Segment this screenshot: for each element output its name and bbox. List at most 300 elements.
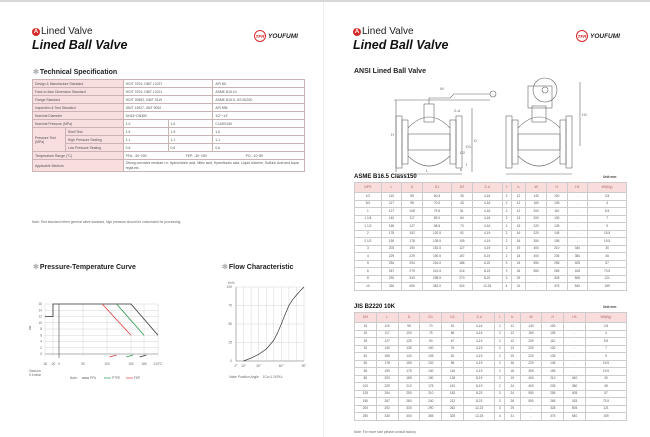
table-cell: 110 [546, 208, 567, 216]
table-cell: 26 [511, 268, 526, 276]
table-row [355, 413, 627, 421]
vacuum-label [29, 369, 41, 378]
table-cell: 140 [526, 193, 547, 201]
table-cell: 24 [504, 383, 520, 391]
table-cell: 220 [520, 360, 542, 368]
table-cell: 2 [495, 368, 505, 376]
subheading: ANSI Lined Ball Valve [354, 68, 426, 75]
table-cell: 254 [402, 260, 423, 268]
legend-note: Note: [70, 376, 78, 380]
table-cell: 216 [452, 268, 473, 276]
table-row [33, 88, 305, 96]
y-tick-label: 50 [228, 322, 232, 326]
table-cell: 4-16 [472, 200, 502, 208]
table-cell: 76 [442, 345, 464, 353]
table-row [355, 253, 627, 261]
table-cell: 95 [398, 323, 420, 331]
table-cell: 4-19 [463, 368, 495, 376]
table-cell: 380 [567, 253, 588, 261]
table-cell: 2 [495, 345, 505, 353]
left-page [0, 2, 324, 437]
spec-note: Note: Test standard refers general valve standard, high pressure should be customized for processing. [32, 220, 182, 224]
valve-drawing [390, 76, 590, 176]
dim-b: b [460, 167, 463, 172]
table-cell: 405 [567, 260, 588, 268]
table-cell: - [567, 200, 588, 208]
table-cell: 1 [355, 208, 382, 216]
table-cell: 145 [542, 360, 564, 368]
table-row [355, 353, 627, 361]
table-cell: 200 [355, 405, 377, 413]
jis-unit: Unit:mm [603, 305, 617, 309]
logo-text: YOUFUMI [590, 32, 620, 40]
table-cell: - [567, 223, 588, 231]
star-icon: ✻ [33, 69, 39, 76]
table-cell: 280 [398, 398, 420, 406]
table-cell: 25 [355, 338, 377, 346]
table-row [355, 193, 627, 201]
cell: 1.1 [213, 136, 305, 144]
row-label: Face-to-face Dimension Standard [33, 88, 124, 96]
table-cell: 13 [504, 345, 520, 353]
table-cell: 3 [495, 405, 505, 413]
table-cell: 4-19 [463, 345, 495, 353]
table-cell: 8-19 [463, 375, 495, 383]
vacuum-mark-fep [109, 355, 116, 357]
cell: Strong corrosive medium i.e. hydrochloric acid, Nitric acid, Hydrofluoric acid, Liquid chlorine, Sulfuric Acid and Aqua regia etc. [123, 160, 304, 172]
table-row [33, 80, 305, 88]
table-cell: 203 [381, 245, 402, 253]
column-header: Wt(Kg) [585, 313, 626, 323]
table-cell: 140 [381, 215, 402, 223]
x-tick-label: 100 [104, 362, 110, 366]
table-cell: 400 [398, 413, 420, 421]
table-cell: 212 [442, 398, 464, 406]
table-cell: 145 [546, 230, 567, 238]
table-cell: 18 [504, 368, 520, 376]
table-cell: 10 [355, 283, 382, 291]
table-cell: 4-19 [472, 245, 502, 253]
column-header: DN [355, 313, 377, 323]
table-cell: 120.5 [422, 230, 451, 238]
dim-d: D [474, 138, 477, 143]
table-cell: 279 [402, 268, 423, 276]
y-tick-label: 14 [38, 308, 42, 313]
flow-heading [222, 263, 293, 271]
column-header: NPS [355, 183, 382, 193]
table-row [355, 360, 627, 368]
table-cell: 255 [542, 390, 564, 398]
table-cell: 157 [452, 253, 473, 261]
table-cell: 70.0 [422, 200, 451, 208]
cell: HG/T 3704, GB/T 12221 [123, 88, 213, 96]
category-label: Lined Valve [41, 26, 93, 37]
pressure-temperature-chart [25, 297, 175, 387]
brand-logo [254, 30, 298, 42]
table-cell: 100 [546, 193, 567, 201]
table-cell: 375 [546, 283, 567, 291]
table-cell: 4 [585, 330, 626, 338]
table-cell: 127 [376, 338, 398, 346]
page-title: Lined Ball Valve [32, 38, 128, 52]
table-cell: 540 [564, 413, 586, 421]
table-cell: 125 [355, 390, 377, 398]
cell: 1.1 [123, 136, 168, 144]
table-cell: 98 [402, 200, 423, 208]
table-cell: 100 [398, 330, 420, 338]
table-cell: 51 [442, 323, 464, 331]
y-tick-label: 0 [40, 352, 42, 356]
table-cell: 105 [452, 238, 473, 246]
table-cell: 108 [402, 208, 423, 216]
table-cell: 12-25 [463, 413, 495, 421]
table-cell: 400 [520, 375, 542, 383]
table-cell: 220 [526, 230, 547, 238]
table-cell: 216.0 [422, 260, 451, 268]
table-cell: 250 [398, 390, 420, 398]
flow-caption-text: Valve Position Angle [229, 375, 259, 379]
table-cell: 56 [442, 330, 464, 338]
table-cell: 235 [546, 253, 567, 261]
series-fep [102, 304, 131, 335]
category-badge-icon: A [354, 28, 360, 35]
table-cell: - [564, 353, 586, 361]
dim-h: H [391, 132, 394, 137]
table-cell: 12 [511, 208, 526, 216]
x-tick-label: 90° [301, 364, 307, 368]
table-cell: 2 [355, 230, 382, 238]
table-cell: 190.5 [422, 253, 451, 261]
column-header: D [402, 183, 423, 193]
category-heading [32, 26, 93, 37]
column-header: Wt(Kg) [588, 183, 627, 193]
table-cell: 160 [520, 330, 542, 338]
table-row [33, 160, 305, 172]
table-cell: 325 [442, 413, 464, 421]
table-cell: 267 [381, 268, 402, 276]
table-row [355, 223, 627, 231]
flow-caption [229, 375, 282, 379]
table-cell: 425 [567, 268, 588, 276]
table-cell: 12-23 [463, 405, 495, 413]
row-label: Flange Standard [33, 96, 124, 104]
table-cell: - [526, 275, 547, 283]
table-cell: 60.5 [422, 193, 451, 201]
vacuum-mark-ptfe [126, 355, 133, 357]
table-cell: 96 [442, 360, 464, 368]
table-cell: 200 [526, 208, 547, 216]
table-cell: 45 [588, 253, 627, 261]
y-tick-label: 8 [40, 327, 42, 331]
star-icon: ✻ [33, 264, 39, 271]
table-cell: 81 [442, 353, 464, 361]
table-row [33, 112, 305, 120]
table-cell: 24 [504, 390, 520, 398]
series-ptfe [117, 304, 144, 335]
table-cell: - [526, 283, 547, 291]
table-cell: 140 [376, 345, 398, 353]
table-cell: 210 [420, 390, 442, 398]
table-cell: 229 [376, 383, 398, 391]
table-cell: 43 [452, 200, 473, 208]
table-row [33, 136, 305, 144]
x-tick-label: 180 [141, 362, 147, 366]
temp-po: PO: -10~80 [245, 153, 264, 158]
column-header: L [376, 313, 398, 323]
table-cell: 2 [495, 323, 505, 331]
table-cell: 200 [520, 345, 542, 353]
x-tick-label: 10° [241, 364, 246, 368]
cell: DN15~DN350 [123, 112, 213, 120]
table-cell: 121 [588, 275, 627, 283]
table-cell: 57 [585, 390, 626, 398]
dim-d2: D2 [460, 150, 466, 155]
y-tick-label: 12 [38, 314, 42, 319]
table-cell: 178 [376, 360, 398, 368]
category-badge-icon: A [33, 28, 39, 35]
table-cell: 190 [402, 245, 423, 253]
y-tick-label: 0 [230, 359, 232, 363]
table-cell: 229 [402, 253, 423, 261]
table-cell: 2 [502, 253, 511, 261]
x-tick-label: -30 [42, 362, 48, 366]
vacuum-text: Vacuum [29, 369, 41, 373]
star-icon: ✻ [222, 264, 228, 271]
table-cell: 265 [546, 268, 567, 276]
cell: 1/2"~14" [213, 112, 305, 120]
dim-f: f [466, 162, 468, 167]
dim-d1: D1 [466, 144, 472, 149]
table-cell: 400 [520, 383, 542, 391]
table-row [355, 200, 627, 208]
table-cell: 4-19 [463, 360, 495, 368]
flow-characteristic-chart [222, 277, 322, 372]
table-cell: 4 [588, 200, 627, 208]
y-axis-label: Kv% [228, 281, 235, 285]
legend-label-pfa: PFA [90, 376, 97, 380]
table-cell: 186 [452, 260, 473, 268]
page-title: Lined Ball Valve [353, 38, 449, 52]
table-row [355, 323, 627, 331]
table-cell: 5.5 [588, 208, 627, 216]
table-cell: 120 [420, 360, 442, 368]
asme-table-title: ASME B16.5 Class150 [354, 174, 417, 180]
table-cell: 5 [355, 260, 382, 268]
table-cell: 4-16 [472, 215, 502, 223]
y-tick-label: 16 [38, 302, 42, 306]
column-header: L [381, 183, 402, 193]
table-cell: 235 [542, 383, 564, 391]
table-cell: 380 [564, 383, 586, 391]
table-cell: 29 [511, 275, 526, 283]
table-cell: 2 [502, 200, 511, 208]
table-cell: 4 [495, 413, 505, 421]
spec-table [32, 79, 305, 172]
table-cell: 40 [355, 353, 377, 361]
table-cell: 550 [526, 268, 547, 276]
logo-text: YOUFUMI [268, 32, 298, 40]
table-cell: 139.5 [422, 238, 451, 246]
table-cell: - [567, 238, 588, 246]
table-cell: 505 [564, 405, 586, 413]
table-row [355, 208, 627, 216]
header-row [355, 183, 627, 193]
table-cell: 12 [504, 330, 520, 338]
table-cell: 152 [402, 230, 423, 238]
table-cell: 155 [542, 368, 564, 376]
table-cell: 2 [495, 338, 505, 346]
table-cell: 117 [402, 215, 423, 223]
table-cell: - [564, 323, 586, 331]
table-cell: 79.5 [422, 208, 451, 216]
table-row [355, 260, 627, 268]
table-cell: 340 [564, 375, 586, 383]
cell: GB/T 13927, JB/T 9092 [123, 104, 213, 112]
cell: 0.6 [123, 144, 168, 152]
table-cell: 19.5 [585, 368, 626, 376]
table-cell: - [567, 193, 588, 201]
cell: 1.0 [123, 120, 168, 128]
logo-mark-icon: TFR [254, 30, 266, 42]
table-cell: 190 [381, 238, 402, 246]
column-header: b [511, 183, 526, 193]
cell: HG/T 20592, GB/T 9119 [123, 96, 213, 104]
table-cell: 405 [564, 390, 586, 398]
table-row [355, 338, 627, 346]
table-cell: - [520, 405, 542, 413]
table-cell: 16 [504, 360, 520, 368]
table-cell: 98.5 [422, 223, 451, 231]
table-cell: 2 [495, 353, 505, 361]
y-tick-label: 100 [226, 285, 232, 289]
table-row [355, 230, 627, 238]
table-cell: 57 [588, 260, 627, 268]
table-cell: 8 [355, 275, 382, 283]
table-cell: - [564, 368, 586, 376]
table-note: Note: For more size please consult factory. [354, 430, 417, 434]
table-cell: 4-16 [463, 323, 495, 331]
table-cell: 12 [511, 193, 526, 201]
table-cell: 127 [452, 245, 473, 253]
table-cell: 135 [542, 353, 564, 361]
table-cell: 210 [542, 375, 564, 383]
table-cell: 75 [420, 330, 442, 338]
table-cell: 210 [398, 383, 420, 391]
dim-w: W [440, 86, 444, 91]
table-cell: - [564, 360, 586, 368]
temp-fep: FEP: -30~150 [185, 153, 207, 158]
table-cell: 89.0 [422, 215, 451, 223]
table-cell: 4-16 [472, 208, 502, 216]
pt-heading [33, 263, 136, 271]
cell: 1.6 [168, 120, 213, 128]
table-cell: 116 [442, 368, 464, 376]
table-cell: 105 [542, 330, 564, 338]
table-row [355, 268, 627, 276]
table-cell: 125 [398, 338, 420, 346]
column-header: W [526, 183, 547, 193]
table-cell: 80 [355, 375, 377, 383]
table-row [355, 283, 627, 291]
lever-valve-drawing [394, 91, 496, 174]
table-cell: 12 [504, 338, 520, 346]
table-cell: - [564, 330, 586, 338]
table-cell: 150 [420, 375, 442, 383]
y-tick-label: 75 [228, 303, 232, 308]
table-cell: - [564, 338, 586, 346]
table-cell: 362.0 [422, 283, 451, 291]
table-cell: 2 [502, 238, 511, 246]
table-cell: 70 [420, 323, 442, 331]
table-cell: 220 [526, 223, 547, 231]
header-row [355, 313, 627, 323]
column-header: D2 [442, 313, 464, 323]
cell: API 598 [213, 104, 305, 112]
x-tick-label: 0 [58, 362, 60, 366]
table-cell: 290 [420, 405, 442, 413]
table-row [355, 375, 627, 383]
table-cell: 178 [402, 238, 423, 246]
table-cell: 15 [511, 223, 526, 231]
table-cell: 32 [355, 345, 377, 353]
table-cell: 425 [564, 398, 586, 406]
table-cell: 64 [452, 215, 473, 223]
x-tick-label: 0° [234, 364, 238, 368]
cell: HG/T 3704, GB/T 12237 [123, 80, 213, 88]
table-cell: 9 [585, 353, 626, 361]
table-cell: 185 [398, 375, 420, 383]
table-cell: 100 [542, 323, 564, 331]
table-row [355, 215, 627, 223]
table-cell: - [567, 215, 588, 223]
table-cell: 150 [355, 398, 377, 406]
table-cell: 550 [520, 390, 542, 398]
table-cell: 270 [452, 275, 473, 283]
table-cell: 330 [381, 283, 402, 291]
table-cell: 3 [495, 390, 505, 398]
table-cell: 265 [542, 398, 564, 406]
row-label: Nominal Diameter [33, 112, 124, 120]
x-tick-label: 30° [256, 364, 262, 368]
table-cell: 20 [355, 330, 377, 338]
table-cell: 3 [502, 275, 511, 283]
row-label: Applicable Medium [33, 160, 124, 172]
vacuum-value: 0.1mbar [29, 373, 42, 378]
table-cell: 110 [381, 193, 402, 201]
row-label: Design & Manufacture Standard [33, 80, 124, 88]
series-pfa [45, 304, 158, 335]
table-cell: 117 [376, 330, 398, 338]
table-cell: 2 [495, 375, 505, 383]
table-cell: 90 [420, 338, 442, 346]
table-cell: 328 [546, 275, 567, 283]
table-row [355, 368, 627, 376]
table-cell: 151 [442, 383, 464, 391]
table-cell: 12-25 [472, 283, 502, 291]
x-tick-label: 150 [128, 362, 134, 366]
table-cell: 324 [452, 283, 473, 291]
table-cell: 4-16 [472, 193, 502, 201]
table-cell: 350 [526, 238, 547, 246]
table-row [355, 330, 627, 338]
table-cell: 254 [376, 390, 398, 398]
table-row [33, 104, 305, 112]
x-tick-label: -20 [50, 362, 56, 366]
table-cell: - [564, 345, 586, 353]
x-tick-label: 50 [81, 362, 85, 366]
table-cell: 12 [511, 200, 526, 208]
table-cell: 29 [504, 405, 520, 413]
